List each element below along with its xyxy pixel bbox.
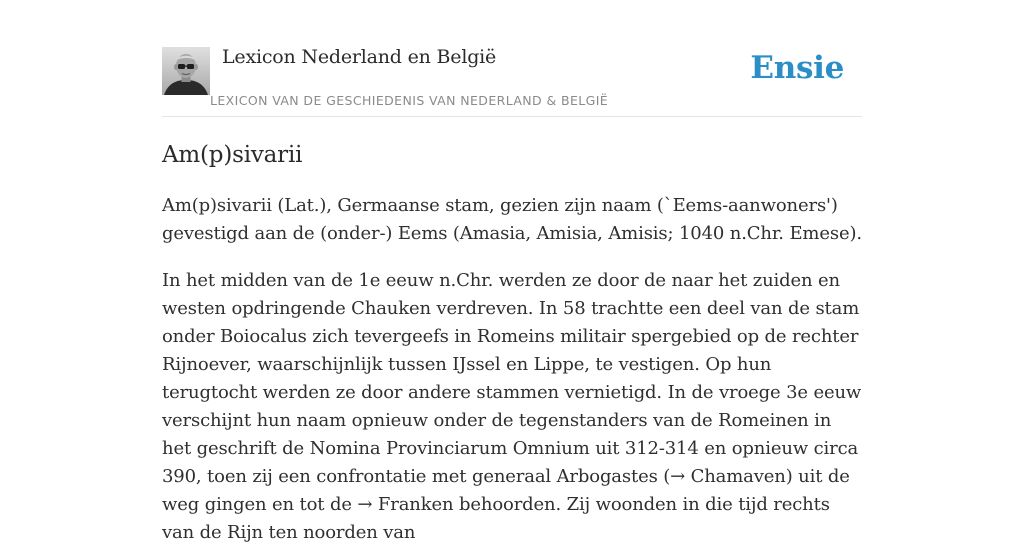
article-paragraph-1: Am(p)sivarii (Lat.), Germaanse stam, gezien zijn naam (`Eems-aanwoners') gevestigd aan de (onder-) Eems (Amasia, Amisia, Amisis; 1040 n.Chr. Emese).: [162, 195, 862, 244]
author-portrait-icon: [162, 47, 210, 95]
article: [162, 138, 862, 547]
author-avatar[interactable]: [162, 47, 210, 95]
article-title: Am(p)sivarii: [162, 142, 303, 168]
article-paragraph-2: In het midden van de 1e eeuw n.Chr. werden ze door de naar het zuiden en westen opdringende Chauken verdreven. In 58 trachtte een deel van de stam onder Boiocalus zich tevergeefs in Romeins militair spergebied op de rechter Rijnoever, waarschijnlijk tussen IJssel en Lippe, te vestigen. Op hun terugtocht werden ze door andere stammen vernietigd. In de vroege 3e eeuw verschijnt hun naam opnieuw onder de tegenstanders van de Romeinen in het geschrift de Nomina Provinciarum Omnium uit 312-314 en opnieuw circa 390, toen zij een confrontatie met generaal Arbogastes (→ Chamaven) uit de weg gingen en tot de → Franken behoorden. Zij woonden in die tijd rechts van de Rijn ten noorden van: [162, 270, 862, 543]
brand-logo[interactable]: Ensie: [750, 50, 844, 86]
site-name[interactable]: Lexicon Nederland en België: [222, 46, 497, 68]
site-header: [162, 44, 862, 117]
site-subtitle[interactable]: LEXICON VAN DE GESCHIEDENIS VAN NEDERLAND & BELGIË: [210, 93, 609, 108]
